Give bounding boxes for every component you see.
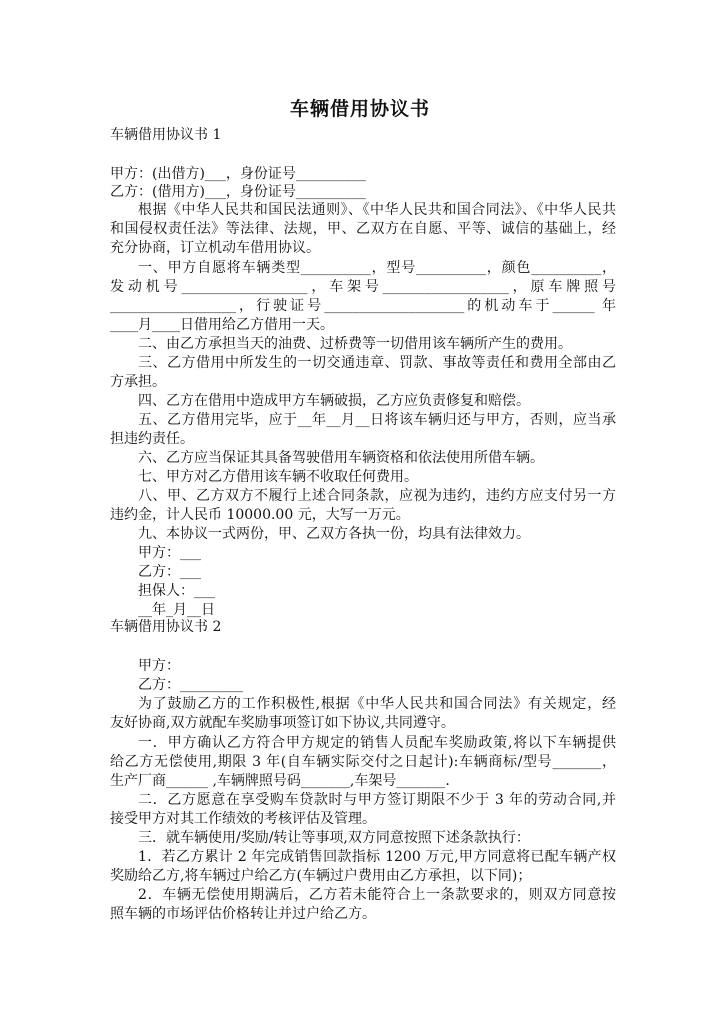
clause-line: 二．乙方愿意在享受购车贷款时与甲方签订期限不少于 3 年的劳动合同,并 (138, 792, 616, 808)
party-a-line: 甲方：(出借方)___，身份证号__________ (110, 166, 366, 182)
clause-line: 奖励给乙方,将车辆过户给乙方(车辆过户费用由乙方承担，以下同)； (110, 868, 532, 884)
clause-line: 一．甲方确认乙方符合甲方规定的销售人员配车奖励政策,将以下车辆提供 (138, 735, 616, 751)
clause-line: 一、甲方自愿将车辆类型__________，型号__________，颜色__________， (138, 260, 616, 276)
clause-line: 三．就车辆使用/奖励/转让等事项,双方同意按照下述条款执行： (138, 830, 530, 846)
section-heading-2: 车辆借用协议书 2 (110, 619, 222, 635)
clause-line: 三、乙方借用中所发生的一切交通违章、罚款、事故等责任和费用全部由乙 (138, 355, 616, 371)
clause-line: 接受甲方对其工作绩效的考核评估及管理。 (110, 811, 376, 827)
clause-line: 七、甲方对乙方借用该车辆不收取任何费用。 (138, 469, 418, 485)
clause-line: 发动机号__________________，车架号__________________，原车牌照号 (110, 279, 616, 295)
document-title: 车辆借用协议书 (289, 98, 430, 120)
clause-line: 九、本协议一式两份，甲、乙双方各执一份，均具有法律效力。 (138, 526, 530, 542)
party-b-line: 乙方：_________ (138, 677, 243, 693)
clause-line: 八、甲、乙方双方不履行上述合同条款，应视为违约，违约方应支付另一方 (138, 488, 616, 504)
clause-line: 担违约责任。 (110, 431, 194, 447)
paragraph-line: 为了鼓励乙方的工作积极性,根据《中华人民共和国合同法》有关规定，经 (138, 696, 616, 712)
clause-line: 方承担。 (110, 374, 166, 390)
paragraph-line: 根据《中华人民共和国民法通则》、《中华人民共和国合同法》、《中华人民共 (138, 202, 616, 218)
paragraph-line: 友好协商,双方就配车奖励事项签订如下协议,共同遵守。 (110, 715, 455, 731)
clause-line: 给乙方无偿使用,期限 3 年(自车辆实际交付之日起计):车辆商标/型号_______， (110, 754, 616, 770)
signature-party-b: 乙方：___ (138, 564, 201, 580)
signature-date: __年_月__日 (138, 602, 215, 618)
clause-line: 生产厂商______ ,车辆牌照号码_______,车架号_______. (110, 773, 450, 789)
section-heading-1: 车辆借用协议书 1 (110, 127, 222, 143)
clause-line: 五、乙方借用完毕，应于__年__月__日将该车辆归还与甲方，否则，应当承 (138, 412, 616, 428)
party-b-line: 乙方：(借用方)___，身份证号__________ (110, 184, 366, 200)
clause-line: 违约金，计人民币 10000.00 元，大写一万元。 (110, 507, 410, 523)
paragraph-line: 和国侵权责任法》等法律、法规，甲、乙双方在自愿、平等、诚信的基础上，经 (110, 221, 616, 237)
clause-line: __________________，行驶证号____________________的机动车于______ 年 (110, 298, 616, 314)
clause-line: 照车辆的市场评估价格转让并过户给乙方。 (110, 906, 376, 922)
paragraph-line: 充分协商，订立机动车借用协议。 (110, 240, 320, 256)
clause-line: 二、由乙方承担当天的油费、过桥费等一切借用该车辆所产生的费用。 (138, 336, 572, 352)
signature-party-a: 甲方：___ (138, 545, 201, 561)
clause-line: ____月____日借用给乙方借用一天。 (110, 317, 334, 333)
clause-line: 四、乙方在借用中造成甲方车辆破损，乙方应负责修复和赔偿。 (138, 393, 530, 409)
party-a-line: 甲方： (138, 658, 180, 674)
clause-line: 1．若乙方累计 2 年完成销售回款指标 1200 万元,甲方同意将已配车辆产权 (138, 849, 616, 865)
clause-line: 六、乙方应当保证其具备驾驶借用车辆资格和依法使用所借车辆。 (138, 450, 544, 466)
signature-guarantor: 担保人：___ (138, 583, 215, 599)
clause-line: 2．车辆无偿使用期满后，乙方若未能符合上一条款要求的，则双方同意按 (138, 887, 616, 903)
